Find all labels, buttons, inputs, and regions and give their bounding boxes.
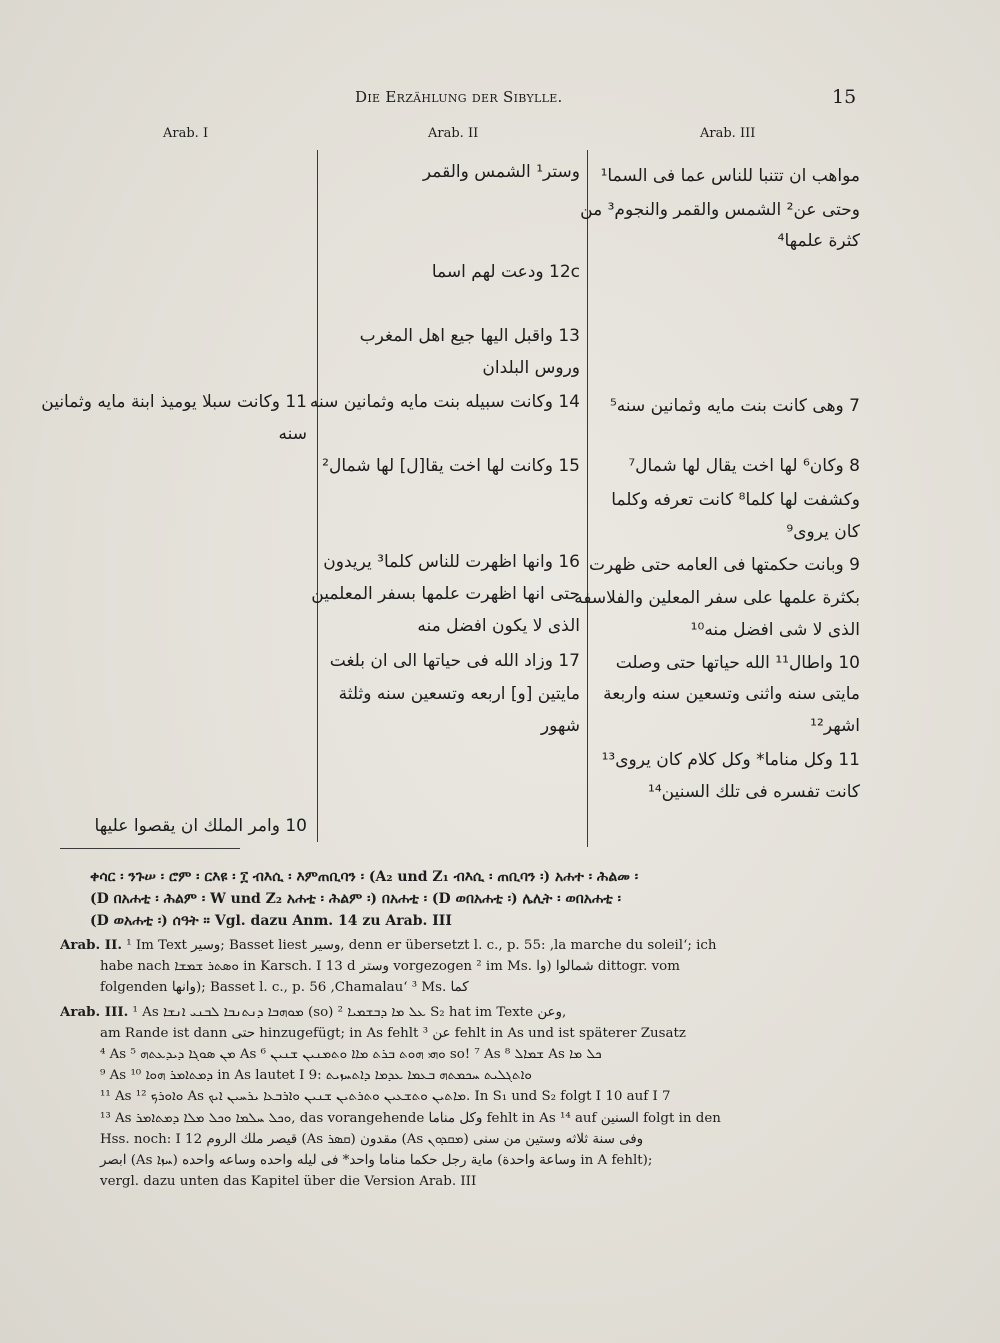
column-divider-2 [587,150,588,847]
arab2-footnote-line: ¹ Im Text وسير; Basset liest وسير, denn er übersetzt l. c., p. 55: ‚la marche du soleil‘; ich [126,938,717,953]
arab3-footnotes [60,1002,848,1193]
arab1-line: سنه [278,424,307,444]
arab3-line: 9 وبانت حكمتها فى العامه حتى ظهرت [588,555,860,575]
ethiopic-footnote [60,866,848,932]
arab2-footnote-line: habe nach ܘܣܬܪ ܫܡܫܐ in Karsch. I 13 d وستر vorgezogen ² im Ms. شمالوا (وا dittogr. vom [100,959,680,975]
column-heading-arab-2: Arab. II [428,126,479,141]
arab2-line: الذى لا يكون افضل منه [417,616,580,636]
arab2-line: وستر¹ الشمس والقمر [422,162,580,182]
arab3-footnote-line: ابصر (As ܚܙܐ) ماية رجل حكما مناما واحد* فى ليله واحده وساعه واحده (وساعة واحدة in A fehlt); [100,1153,653,1169]
arab3-line: الذى لا شى افضل منه¹⁰ [690,620,860,640]
arab2-footnotes [60,935,848,999]
ethiopic-footnote-line: (D በአሐቲ ፡ ሕልም ፡ W und Z₂ አሐቲ ፡ ሕልም ፡) በአሐቲ ፡ (D ወበአሐቲ ፡) ሌሊት ፡ ወበአሐቲ ፡ [90,891,621,907]
arab2-line: حتى انها اظهرت علمها بسفر المعلمين [311,584,580,604]
arab3-line: اشهر¹² [810,716,860,736]
arab3-line: كثرة علمها⁴ [777,231,860,251]
column-heading-arab-3: Arab. III [700,126,756,141]
column-divider-1 [317,150,318,842]
arab3-line: بكثرة علمها على سفر المعلين والفلاسفه [574,588,860,608]
arab2-line: 17 وزاد الله فى حياتها الى ان بلغت [329,651,580,671]
footnote-separator [60,848,240,849]
arab2-line: 15 وكانت لها اخت يقا[ل] لها شمال² [322,456,580,476]
arab2-line: 13 واقبل اليها جيع اهل المغرب [359,326,580,346]
arab3-footnote-line: ⁴ As ܡܢ ܣܘܓܐ ܕܝܕܥܬܗ ⁵ As ܘܗܝ ܗܘܬ ܒܪܬ ܡܐܐ ܘܬܡܢܝܢ ܫܢܝܢ ⁶ so! ⁷ As ܫܡܐܠ ⁸ As ܟܠ ܡܐ [100,1047,602,1063]
arab2-line: مايتين [و] اربعه وتسعين سنه وثلثة [338,684,580,704]
ethiopic-footnote-line: (D ወአሐቲ ፡) ሰዓት ። Vgl. dazu Anm. 14 zu Arab. III [90,913,452,929]
arab2-line: 16 وانها اظهرت للناس كلما³ يريدون [323,552,580,572]
arab1-line: 11 وكانت سبلا يوميذ ابنة مايه وثمانين [41,392,307,412]
arab3-line: 8 وكان⁶ لها اخت يقال لها شمال⁷ [628,456,860,476]
arab3-footnote-line: Hss. noch: I 12 قيصر ملك الروم (As ܩܣܪ) مقدون (As ܡܩܕܘܢ) وفى سنة ثلاثه وستين من سنى [100,1131,644,1147]
arab3-footnote-line: ⁹ As ܕܡܬܐܡܪ ܗܘܐ ¹⁰ in As lautet I 9: ܘܐܬܓܠܝܬ ܚܟܡܬܗ ܒܥܡܐ ܥܕܡܐ ܕܐܬܚܙܝܬ [100,1068,532,1084]
arab3-footnote-line: ¹³ As ܘܟܠ ܚܠܡܐ ܘܟܠ ܡܠܐ ܕܡܬܐܡܪ, das vorangehende وكل مناما fehlt in As ¹⁴ auf السنين folgt in den [100,1110,721,1126]
arab2-footnote-line: folgenden وانها); Basset l. c., p. 56 ‚Chamalau‘ ³ Ms. كما [100,980,469,996]
arab3-line: وكشفت لها كلما⁸ كانت تعرفه وكلما [611,490,860,510]
arab3-line: وحتى عن² الشمس والقمر والنجوم³ من [580,200,860,220]
arab3-footnote-line: vergl. dazu unten das Kapitel über die Version Arab. III [100,1174,477,1190]
ethiopic-footnote-line: ቀሳር ፡ ንጉሠ ፡ ሮም ፡ ርእዩ ፡ ፲ ብእሲ ፡ እምጠቢባን ፡ (A₂ und Z₁ ብእሲ ፡ ጠቢባን ፡) አሐተ ፡ ሕልመ ፡ [90,869,639,885]
footnotes-section [60,866,848,1195]
arab2-line: وروس البلدان [482,358,580,378]
arab2-line: 14 وكانت سبيله بنت مايه وثمانين سنه [309,392,580,412]
arab1-line: 10 وامر الملك ان يقصوا عليها [94,816,307,836]
arab3-footnote-line: am Rande ist dann حتى hinzugefügt; in As fehlt عن ³ fehlt in As und ist späterer Zusatz [100,1025,686,1041]
arab3-line: مايتى سنه واثنى وتسعين سنه واربعة [603,684,860,704]
arab3-line: كانت تفسره فى تلك السنين¹⁴ [648,782,860,802]
column-heading-arab-1: Arab. I [163,126,209,141]
arab3-line: مواهب ان تتنبا للناس عما فى السما¹ [600,166,860,186]
arab3-footnote-line: ¹¹ As ܘܐܘܪܟ ¹² As ܡܐܬܝܢ ܘܬܫܥܝܢ ܘܬܪܬܝܢ ܫܢܝܢ ܘܐܪܒܥܐ ܝܪܚܝܢ ܐܝܟ. In S₁ und S₂ folgt I 10 auf I 7 [100,1089,671,1105]
arab2-line: شهور [540,716,580,736]
arab3-line: 7 وهى كانت بنت مايه وثمانين سنه⁵ [609,396,860,416]
page-number: 15 [832,86,857,108]
arab2-line: 12c ودعت لهم اسما [431,262,580,282]
arab2-footnote-label: Arab. II. [60,937,122,953]
arab3-line: 11 وكل مناما* وكل كلام كان يروى¹³ [601,750,860,770]
running-header-title: Die Erzählung der Sibylle. [355,88,563,106]
arab3-footnote-label: Arab. III. [60,1003,129,1020]
arab3-line: كان يروى⁹ [786,522,860,542]
arab3-footnote-line: ¹ As ܡܘܗܒܐ ܕܢܬܢܒܐ ܠܒܢܝ ܐܢܫܐ (so) ܥܠ ܡܐ ܕܒܫܡܝܐ ² S₂ hat im Texte وعن, [132,1004,567,1020]
arab3-line: 10 واطال¹¹ الله حياتها حتى وصلت [615,653,860,673]
